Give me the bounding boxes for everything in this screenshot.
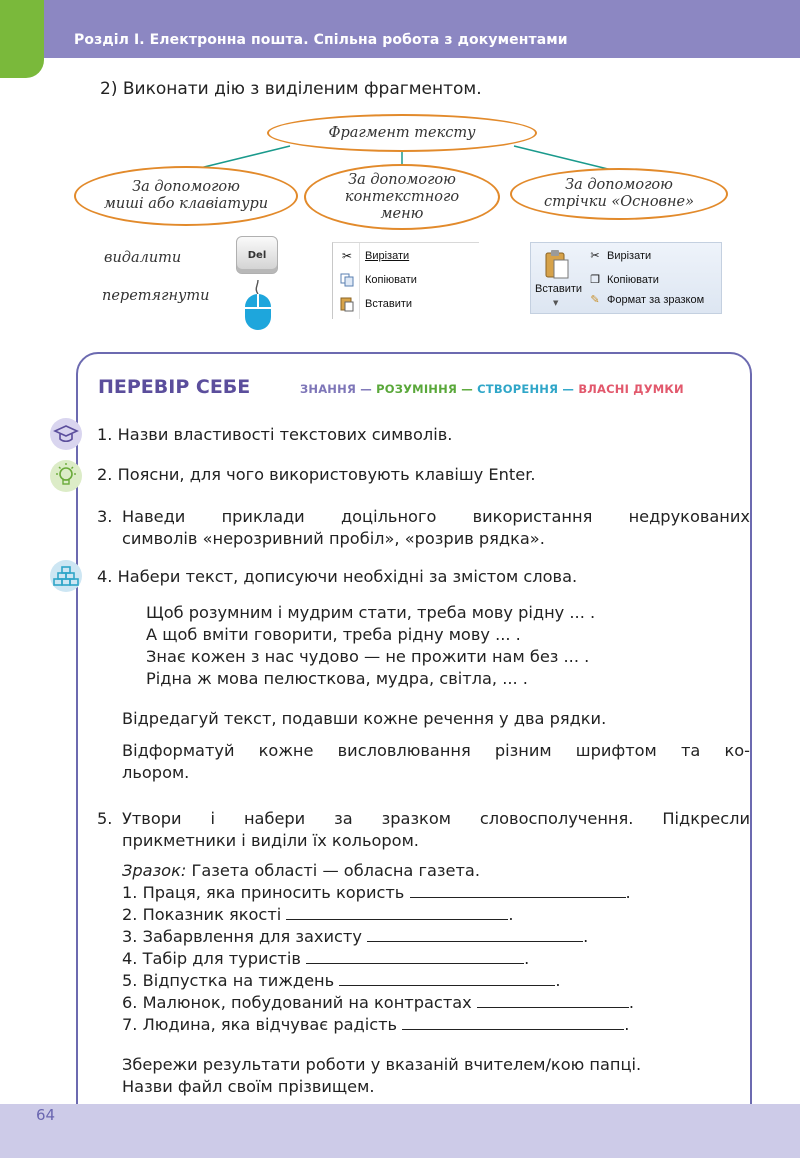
action-delete-label: видалити — [104, 250, 182, 266]
tag-sep-3: — — [562, 382, 575, 396]
task-5-list — [122, 882, 634, 1036]
task-3-text — [122, 506, 750, 550]
task-1-number: 1. — [97, 425, 113, 444]
context-menu-paste[interactable] — [333, 293, 479, 315]
answer-blank — [367, 926, 583, 942]
ribbon-clipboard-group — [530, 242, 722, 314]
task-4-edit: Відредагуй текст, подавши кожне речення у два рядки. — [122, 709, 607, 728]
ribbon-format-painter-button[interactable] — [587, 293, 704, 306]
list-item — [122, 926, 634, 948]
list-item-dot: . — [624, 1015, 630, 1034]
task-4-number: 4. — [97, 567, 113, 586]
tag-sep-1: — — [360, 382, 372, 396]
task-4-text: Набери текст, дописуючи необхідні за змістом слова. — [117, 567, 578, 586]
list-item-text: 2. Показник якості — [122, 905, 282, 924]
footer-bar — [0, 1104, 800, 1158]
tag-knowledge: ЗНАННЯ — [300, 382, 356, 396]
format-painter-icon: ✎ — [590, 294, 600, 306]
list-item — [122, 904, 634, 926]
poem-line-3: Знає кожен з нас чудово — не прожити нам без ... . — [146, 647, 590, 666]
tag-own-thoughts: ВЛАСНІ ДУМКИ — [578, 382, 684, 396]
tag-understanding: РОЗУМІННЯ — [376, 382, 458, 396]
answer-blank — [286, 904, 508, 920]
context-menu-cut[interactable] — [333, 245, 479, 267]
page-number: 64 — [36, 1106, 56, 1124]
branch-3-line2: стрічки «Основне» — [543, 194, 695, 210]
task-4 — [97, 566, 577, 588]
connector-left — [200, 146, 290, 168]
ribbon-cut-label: Вирізати — [607, 249, 652, 262]
task-2 — [97, 464, 536, 486]
task-5-line2: прикметники і виділи їх кольором. — [122, 831, 419, 850]
list-item-dot: . — [508, 905, 514, 924]
list-item-dot: . — [625, 883, 631, 902]
chapter-title: Розділ І. Електронна пошта. Спільна робота з документами — [74, 32, 568, 48]
task-4-format — [122, 740, 750, 784]
task-4-format-line1: Відформатуй кожне висловлювання різним шрифтом та ко- — [122, 741, 750, 760]
list-item-text: 7. Людина, яка відчуває радість — [122, 1015, 398, 1034]
mindmap-branch-ribbon — [510, 168, 728, 220]
chevron-down-icon[interactable]: ▼ — [553, 299, 559, 307]
mindmap-branch-context-menu — [304, 164, 500, 230]
answer-blank — [477, 992, 629, 1008]
ribbon-copy-button[interactable] — [587, 273, 659, 286]
scissors-icon: ✂ — [341, 249, 353, 263]
ribbon-paste-button[interactable]: Вставити — [535, 283, 583, 295]
paste-icon — [337, 295, 357, 313]
list-item-dot: . — [524, 949, 530, 968]
intro-step: 2) Виконати дію з виділеним фрагментом. — [100, 79, 482, 99]
panel-title: ПЕРЕВІР СЕБЕ — [98, 376, 251, 398]
connector-right — [514, 146, 612, 170]
task-5-text — [122, 808, 750, 852]
list-item — [122, 882, 634, 904]
task-5-number: 5. — [97, 809, 113, 828]
del-key-label: Del — [247, 249, 267, 261]
mindmap-branch-mouse-keyboard — [74, 166, 298, 226]
context-menu-copy[interactable] — [333, 269, 479, 291]
task-4-format-line2: льором. — [122, 763, 190, 782]
ribbon-cut-button[interactable] — [587, 249, 651, 262]
mindmap-center-label: Фрагмент тексту — [328, 124, 476, 141]
poem-line-1: Щоб розумним і мудрим стати, треба мову рідну ... . — [146, 603, 596, 622]
knowledge-icon — [50, 418, 82, 450]
list-item-dot: . — [583, 927, 589, 946]
copy-icon — [337, 271, 357, 289]
list-item — [122, 1014, 634, 1036]
tag-sep-2: — — [461, 382, 473, 396]
task-2-number: 2. — [97, 465, 113, 484]
tag-creation: СТВОРЕННЯ — [477, 382, 559, 396]
branch-2-line3: меню — [380, 205, 424, 222]
task-5-sample — [122, 860, 480, 882]
save-line-1: Збережи результати роботи у вказаній вчителем/кою папці. — [122, 1055, 642, 1074]
poem-line-4: Рідна ж мова пелюсткова, мудра, світла, ... . — [146, 669, 528, 688]
task-3-line1: Наведи приклади доцільного використання недрукованих — [122, 507, 750, 526]
context-menu-copy-label: Копіювати — [365, 274, 417, 286]
paste-large-icon — [545, 249, 569, 279]
panel-tags — [300, 382, 684, 396]
poem-line-2: А щоб вміти говорити, треба рідну мову ... . — [146, 625, 521, 644]
task-3-number: 3. — [97, 507, 113, 526]
branch-1-line1: За допомогою — [132, 179, 240, 195]
del-key-icon — [236, 236, 278, 274]
save-line-2: Назви файл своїм прізвищем. — [122, 1077, 375, 1096]
ribbon-copy-label: Копіювати — [607, 273, 659, 286]
list-item-text: 5. Відпустка на тиждень — [122, 971, 335, 990]
scissors-icon: ✂ — [590, 250, 600, 262]
action-drag-label: перетягнути — [102, 288, 210, 304]
answer-blank — [339, 970, 555, 986]
branch-2-line1: За допомогою — [348, 171, 456, 188]
list-item — [122, 948, 634, 970]
list-item-text: 3. Забарвлення для захисту — [122, 927, 362, 946]
blocks-icon — [50, 560, 82, 592]
task-4-poem — [146, 602, 595, 690]
mindmap-center-oval — [267, 114, 537, 152]
context-menu-paste-label: Вставити — [365, 298, 413, 310]
answer-blank — [306, 948, 524, 964]
task-5-save — [122, 1054, 641, 1098]
list-item-text: 4. Табір для туристів — [122, 949, 301, 968]
mouse-icon — [240, 278, 276, 332]
list-item — [122, 970, 634, 992]
branch-2-line2: контекстного — [344, 188, 460, 205]
list-item-text: 1. Праця, яка приносить користь — [122, 883, 405, 902]
context-menu-cut-label: Вирізати — [365, 250, 410, 262]
list-item-text: 6. Малюнок, побудований на контрастах — [122, 993, 472, 1012]
context-menu — [332, 242, 479, 319]
answer-blank — [410, 882, 626, 898]
task-1 — [97, 424, 452, 446]
branch-1-line2: миші або клавіатури — [103, 196, 269, 212]
list-item — [122, 992, 634, 1014]
copy-icon: ❐ — [590, 274, 600, 286]
ribbon-format-painter-label: Формат за зразком — [607, 293, 705, 306]
answer-blank — [402, 1014, 624, 1030]
sample-text: Газета області — обласна газета. — [186, 861, 480, 880]
branch-3-line1: За допомогою — [565, 177, 673, 193]
list-item-dot: . — [628, 993, 635, 1012]
lightbulb-icon — [50, 460, 82, 492]
task-1-text: Назви властивості текстових символів. — [117, 425, 453, 444]
sample-label: Зразок: — [122, 861, 187, 880]
task-3-line2: символів «нерозривний пробіл», «розрив рядка». — [122, 529, 545, 548]
task-5-line1: Утвори і набери за зразком словосполучення. Підкресли — [122, 809, 750, 828]
task-2-text: Поясни, для чого використовують клавішу Enter. — [117, 465, 536, 484]
list-item-dot: . — [555, 971, 561, 990]
